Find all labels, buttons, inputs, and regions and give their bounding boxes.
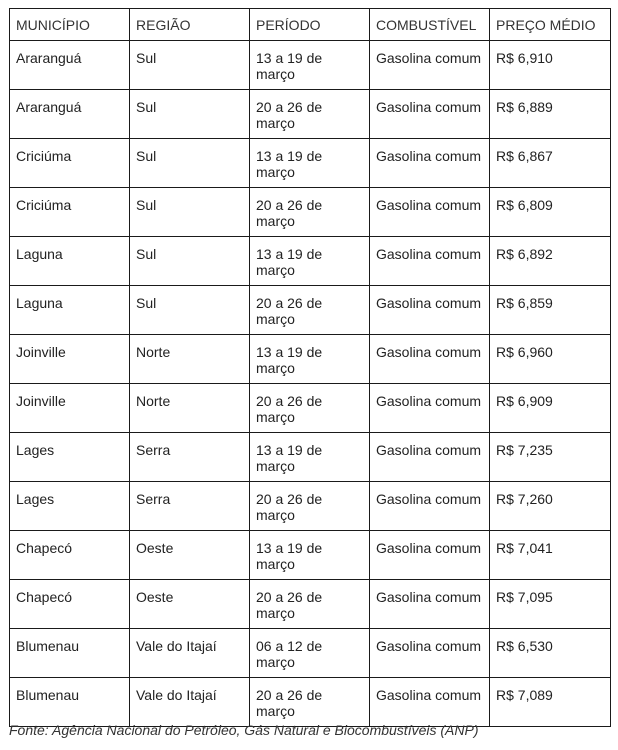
cell-municipio: Chapecó — [10, 531, 130, 580]
cell-combustivel: Gasolina comum — [370, 139, 490, 188]
cell-municipio: Joinville — [10, 335, 130, 384]
table-row — [10, 629, 611, 678]
cell-municipio: Lages — [10, 482, 130, 531]
cell-periodo: 20 a 26 de março — [250, 482, 370, 531]
cell-preco-medio: R$ 7,095 — [490, 580, 611, 629]
header-periodo: PERÍODO — [250, 9, 370, 41]
cell-regiao: Vale do Itajaí — [130, 678, 250, 727]
cell-periodo: 13 a 19 de março — [250, 237, 370, 286]
cell-periodo: 20 a 26 de março — [250, 678, 370, 727]
cell-combustivel: Gasolina comum — [370, 335, 490, 384]
cell-preco-medio: R$ 7,235 — [490, 433, 611, 482]
cell-municipio: Laguna — [10, 237, 130, 286]
cell-preco-medio: R$ 6,530 — [490, 629, 611, 678]
header-regiao: REGIÃO — [130, 9, 250, 41]
cell-combustivel: Gasolina comum — [370, 41, 490, 90]
fuel-price-table — [9, 8, 611, 727]
cell-regiao: Sul — [130, 237, 250, 286]
cell-combustivel: Gasolina comum — [370, 482, 490, 531]
cell-preco-medio: R$ 6,859 — [490, 286, 611, 335]
cell-regiao: Norte — [130, 335, 250, 384]
cell-periodo: 13 a 19 de março — [250, 531, 370, 580]
table-row — [10, 531, 611, 580]
cell-periodo: 06 a 12 de março — [250, 629, 370, 678]
cell-preco-medio: R$ 7,089 — [490, 678, 611, 727]
cell-municipio: Blumenau — [10, 678, 130, 727]
cell-municipio: Joinville — [10, 384, 130, 433]
cell-regiao: Sul — [130, 286, 250, 335]
cell-municipio: Araranguá — [10, 41, 130, 90]
cell-municipio: Criciúma — [10, 139, 130, 188]
cell-preco-medio: R$ 6,867 — [490, 139, 611, 188]
cell-preco-medio: R$ 6,889 — [490, 90, 611, 139]
table-row — [10, 678, 611, 727]
table-body — [10, 41, 611, 727]
cell-municipio: Chapecó — [10, 580, 130, 629]
cell-periodo: 13 a 19 de março — [250, 41, 370, 90]
cell-municipio: Criciúma — [10, 188, 130, 237]
table-row — [10, 188, 611, 237]
cell-municipio: Araranguá — [10, 90, 130, 139]
header-combustivel: COMBUSTÍVEL — [370, 9, 490, 41]
cell-combustivel: Gasolina comum — [370, 629, 490, 678]
cell-regiao: Vale do Itajaí — [130, 629, 250, 678]
cell-preco-medio: R$ 6,960 — [490, 335, 611, 384]
cell-periodo: 13 a 19 de março — [250, 139, 370, 188]
cell-periodo: 13 a 19 de março — [250, 433, 370, 482]
cell-combustivel: Gasolina comum — [370, 678, 490, 727]
cell-preco-medio: R$ 6,892 — [490, 237, 611, 286]
cell-municipio: Laguna — [10, 286, 130, 335]
cell-periodo: 20 a 26 de março — [250, 384, 370, 433]
cell-combustivel: Gasolina comum — [370, 433, 490, 482]
cell-regiao: Sul — [130, 188, 250, 237]
cell-regiao: Sul — [130, 139, 250, 188]
cell-combustivel: Gasolina comum — [370, 188, 490, 237]
cell-preco-medio: R$ 6,910 — [490, 41, 611, 90]
cell-regiao: Sul — [130, 90, 250, 139]
table-header-row — [10, 9, 611, 41]
cell-preco-medio: R$ 6,809 — [490, 188, 611, 237]
cell-regiao: Serra — [130, 482, 250, 531]
cell-preco-medio: R$ 7,041 — [490, 531, 611, 580]
table-row — [10, 90, 611, 139]
cell-combustivel: Gasolina comum — [370, 580, 490, 629]
cell-regiao: Oeste — [130, 580, 250, 629]
cell-combustivel: Gasolina comum — [370, 237, 490, 286]
table-row — [10, 580, 611, 629]
cell-periodo: 20 a 26 de março — [250, 580, 370, 629]
cell-combustivel: Gasolina comum — [370, 90, 490, 139]
table-row — [10, 384, 611, 433]
cell-regiao: Norte — [130, 384, 250, 433]
cell-periodo: 20 a 26 de março — [250, 286, 370, 335]
cell-regiao: Oeste — [130, 531, 250, 580]
cell-periodo: 20 a 26 de março — [250, 188, 370, 237]
cell-combustivel: Gasolina comum — [370, 531, 490, 580]
cell-combustivel: Gasolina comum — [370, 384, 490, 433]
cell-regiao: Sul — [130, 41, 250, 90]
cell-preco-medio: R$ 7,260 — [490, 482, 611, 531]
table-row — [10, 335, 611, 384]
cell-municipio: Blumenau — [10, 629, 130, 678]
table-row — [10, 139, 611, 188]
cell-periodo: 20 a 26 de março — [250, 90, 370, 139]
cell-preco-medio: R$ 6,909 — [490, 384, 611, 433]
cell-municipio: Lages — [10, 433, 130, 482]
table-row — [10, 433, 611, 482]
table-row — [10, 237, 611, 286]
table-row — [10, 286, 611, 335]
cell-periodo: 13 a 19 de março — [250, 335, 370, 384]
header-preco-medio: PREÇO MÉDIO — [490, 9, 611, 41]
table-row — [10, 41, 611, 90]
source-caption: Fonte: Agência Nacional do Petróleo, Gás Natural e Biocombustíveis (ANP) — [9, 722, 479, 738]
cell-combustivel: Gasolina comum — [370, 286, 490, 335]
fuel-price-table-container — [9, 8, 611, 727]
table-row — [10, 482, 611, 531]
cell-regiao: Serra — [130, 433, 250, 482]
header-municipio: MUNICÍPIO — [10, 9, 130, 41]
